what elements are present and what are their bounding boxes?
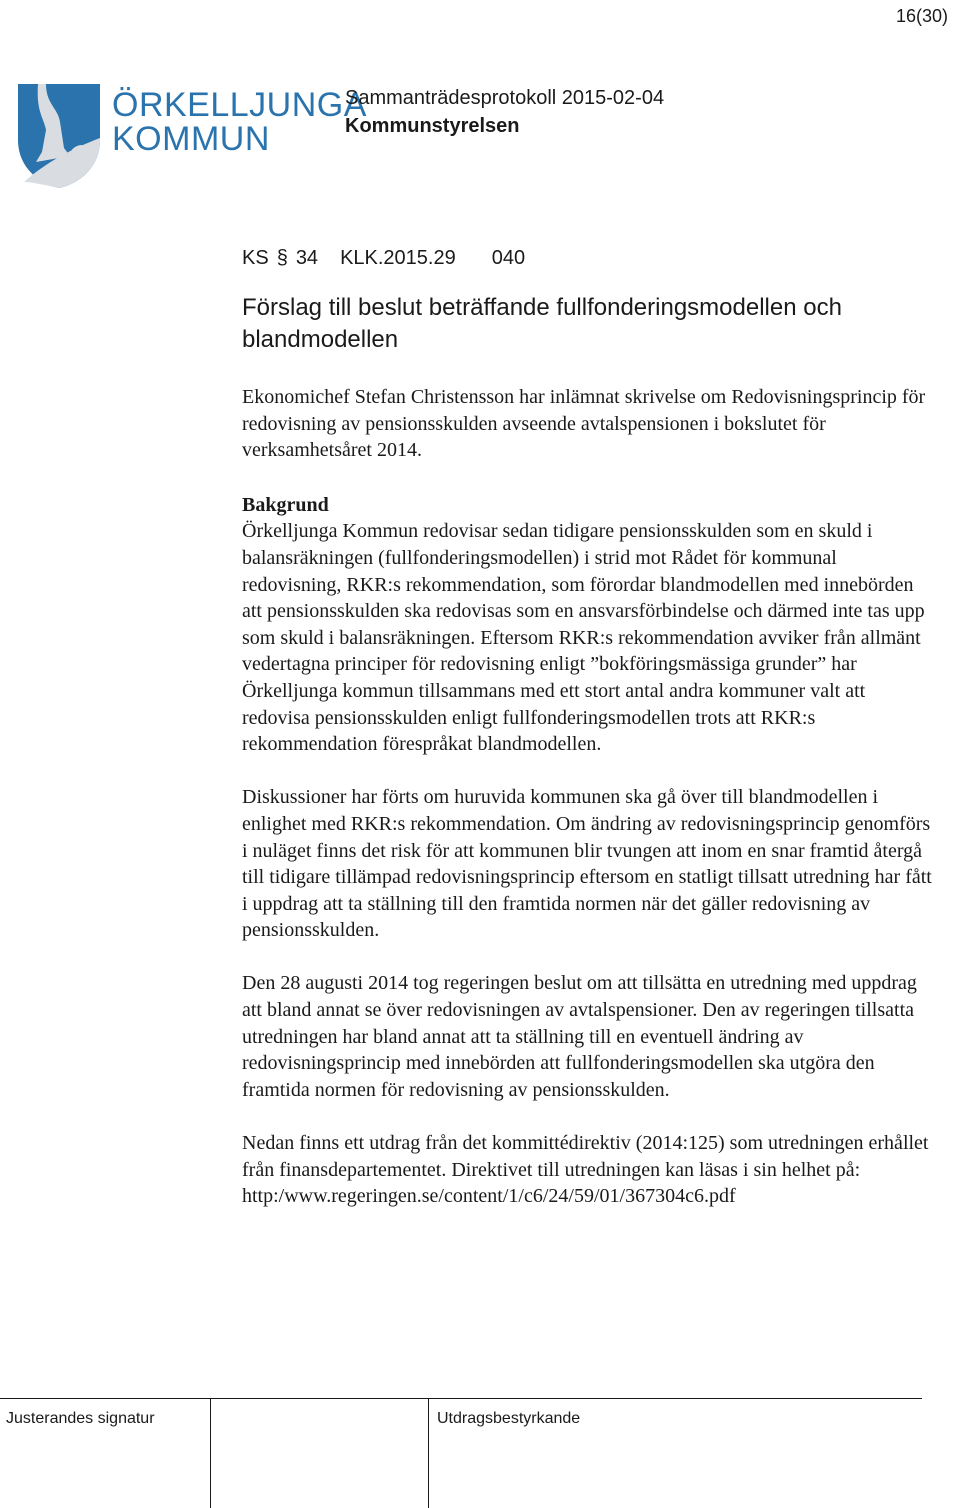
signature-box-1 (210, 1398, 211, 1508)
document-header (345, 84, 664, 140)
signature-label: Justerandes signatur (6, 1410, 155, 1427)
paragraph-1: Örkelljunga Kommun redovisar sedan tidigare pensionsskulden som en skuld i balansräkningen (fullfonderingsmodellen) i strid mot Rådet för kommunal redovisning, RKR:s rekommendation, som förordar blandmodellen med innebörden att pensionsskulden ska redovisas som en ansvarsförbindelse och därmed inte tas upp som skuld i balansräkningen. Eftersom RKR:s rekommendation avviker från allmänt vedertagna principer för redovisning enligt ”bokföringsmässiga grunder” har Örkelljunga kommun tillsammans med ett stort antal andra kommuner valt att redovisa pensionsskulden enligt fullfonderingsmodellen trots att RKR:s rekommendation förespråkat blandmodellen. (242, 520, 925, 756)
page-number: 16(30) (895, 6, 948, 26)
protocol-title: Sammanträdesprotokoll 2015-02-04 (345, 87, 665, 109)
certification-label: Utdragsbestyrkande (437, 1410, 581, 1427)
signature-box-2 (428, 1398, 429, 1508)
paragraph-3: Den 28 augusti 2014 tog regeringen beslut om att tillsätta en utredning med uppdrag att bland annat se över redovisningen av avtalspensioner. Den av regeringen tillsatta utredningen har bland annat att ta ställning till en eventuell ändring av redovisningsprincip med innebörden att fullfonderingsmodellen ska utgöra den framtida normen för redovisning av pensionsskulden. (242, 972, 917, 1101)
signature-footer (0, 1398, 960, 1508)
logo-wordmark (112, 88, 367, 156)
case-prefix: KS (242, 247, 269, 269)
municipality-logo (16, 78, 367, 190)
board-name: Kommunstyrelsen (345, 115, 520, 137)
bell-seal-icon (16, 78, 102, 190)
logo-line-2: KOMMUN (112, 120, 270, 158)
case-reference-line (242, 244, 932, 272)
case-reference: KLK.2015.29 (340, 247, 456, 269)
footer-divider (0, 1398, 922, 1399)
background-heading: Bakgrund (242, 493, 329, 516)
intro-paragraph: Ekonomichef Stefan Christensson har inlämnat skrivelse om Redovisningsprincip för redovisning av pensionsskulden avseende avtalspensionen i bokslutet för verksamhetsåret 2014. (242, 386, 926, 462)
paragraph-4: Nedan finns ett utdrag från det kommittédirektiv (2014:125) som utredningen erhållet från finansdepartementet. Direktivet till utredningen kan läsas i sin helhet på: http:/www.regeringen.se/content/1/c6/24/59/01/367304c6.pdf (242, 1132, 929, 1208)
logo-line-1: ÖRKELLJUNGA (112, 86, 367, 124)
document-title: Förslag till beslut beträffande fullfonderingsmodellen och blandmodellen (242, 294, 842, 353)
section-symbol: § (276, 247, 288, 269)
case-code: 040 (491, 247, 526, 269)
paragraph-2: Diskussioner har förts om huruvida kommunen ska gå över till blandmodellen i enlighet med RKR:s rekommendation. Om ändring av redovisningsprincip genomförs i nuläget finns det risk för att kommunen blir tvungen att inom en snar framtid återgå till tidigare tillämpad redovisningsprincip eftersom en statligt tillsatt utredning har fått i uppdrag att ta ställning till den framtida normen när det gäller redovisning av pensionsskulden. (242, 786, 932, 942)
section-number: 34 (295, 247, 319, 269)
document-body (242, 244, 932, 1210)
